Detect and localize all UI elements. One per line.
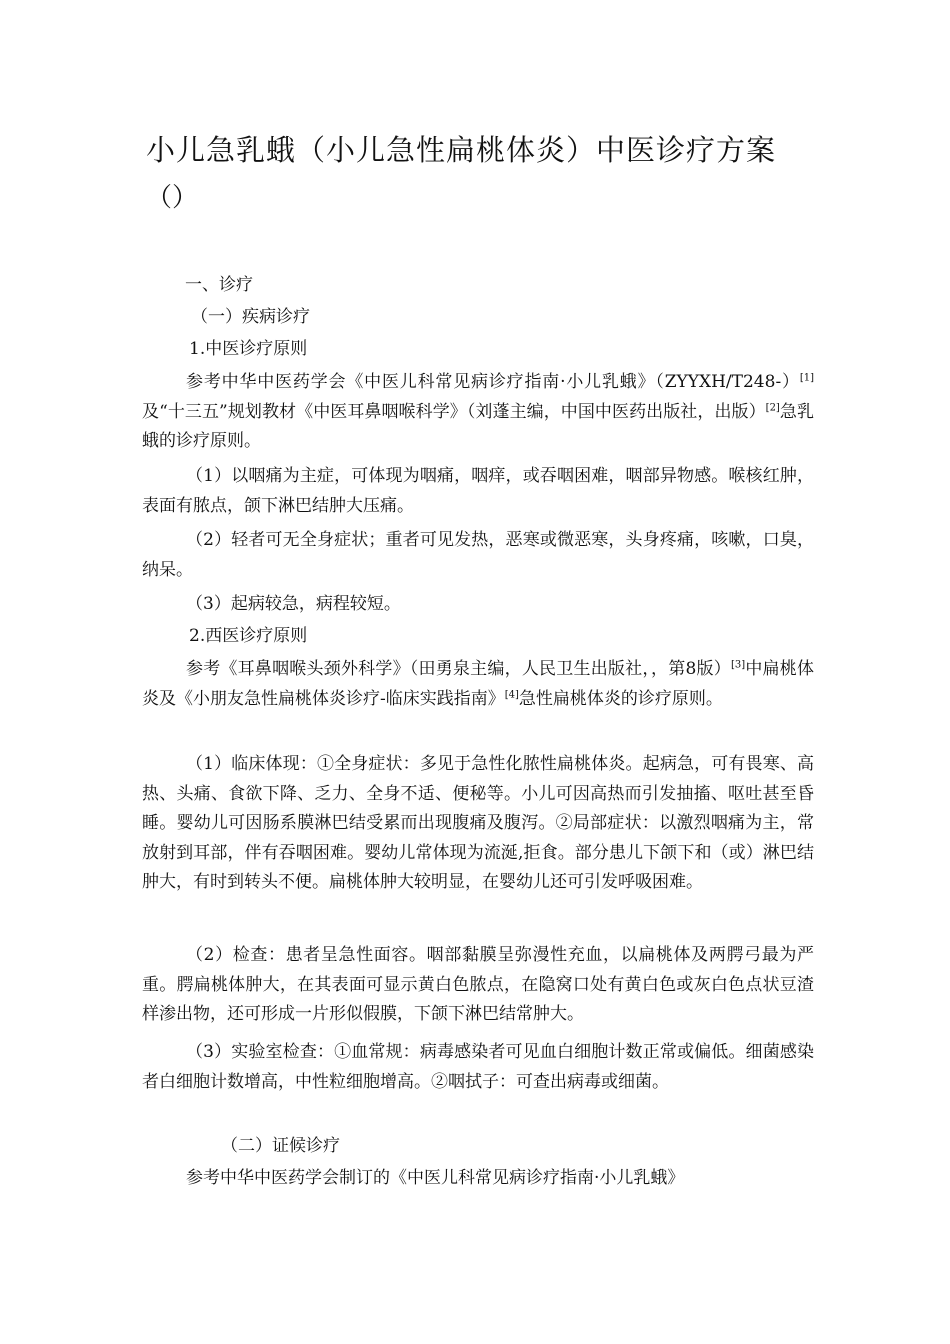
tcm-reference-paragraph <box>142 368 814 457</box>
tcm-item-3: （3）起病较急，病程较短。 <box>186 594 401 614</box>
wm-reference-paragraph <box>142 655 814 714</box>
syndrome-reference-paragraph: 参考中华中医药学会制订的《中医儿科常见病诊疗指南·小儿乳蛾》 <box>186 1168 685 1188</box>
citation-4: [4] <box>504 688 519 700</box>
wm-ref-text-1: 参考《耳鼻咽喉头颈外科学》（田勇泉主编，人民卫生出版社，，第8版） <box>186 659 731 679</box>
section-heading-diagnosis: 一、诊疗 <box>185 275 253 295</box>
tcm-ref-text-1: 参考中华中医药学会《中医儿科常见病诊疗指南·小儿乳蛾》（ZYYXH/T248-） <box>186 372 800 392</box>
tcm-ref-text-2: 及“十三五”规划教材《中医耳鼻咽喉科学》（刘蓬主编，中国中医药出版社，出版） <box>142 401 766 422</box>
wm-item-2: （2）检查：患者呈急性面容。咽部黏膜呈弥漫性充血，以扁桃体及两腭弓最为严重。腭扁桃体肿大，在其表面可显示黄白色脓点，在隐窝口处有黄白色或灰白色点状豆渣样渗出物，还可形成一片形似假膜，下颌下淋巴结常肿大。 <box>142 945 814 1024</box>
citation-1: [1] <box>799 372 814 384</box>
wm-item-1: （1）临床体现：①全身症状：多见于急性化脓性扁桃体炎。起病急，可有畏寒、高热、头痛、食欲下降、乏力、全身不适、便秘等。小儿可因高热而引发抽搐、呕吐甚至昏睡。婴幼儿可因肠系膜淋巴结受累而出现腹痛及腹泻。②局部症状：以激烈咽痛为主，常放射到耳部，伴有吞咽困难。婴幼儿常体现为流涎,拒食。部分患儿下颌下和（或）淋巴结肿大，有时到转头不便。扁桃体肿大较明显，在婴幼儿还可引发呼吸困难。 <box>142 754 814 892</box>
heading-tcm-principles: 1.中医诊疗原则 <box>189 339 308 359</box>
wm-item-3: （3）实验室检查：①血常规：病毒感染者可见血白细胞计数正常或偏低。细菌感染者白细胞计数增高，中性粒细胞增高。②咽拭子：可查出病毒或细菌。 <box>142 1042 814 1092</box>
page-title: 小儿急乳蛾（小儿急性扁桃体炎）中医诊疗方案 <box>146 133 777 167</box>
heading-wm-principles: 2.西医诊疗原则 <box>189 626 308 646</box>
wm-ref-text-3: 急性扁桃体炎的诊疗原则。 <box>518 688 723 709</box>
wm-ref-text-2: 中扁桃体炎及《小朋友急性扁桃体炎诊疗-临床实践指南》 <box>142 659 814 709</box>
citation-2: [2] <box>765 401 780 413</box>
citation-3: [3] <box>730 659 746 671</box>
subsection-heading-disease-diagnosis: （一）疾病诊疗 <box>191 307 310 327</box>
tcm-ref-text-3: 急乳蛾的诊疗原则。 <box>142 401 814 451</box>
tcm-item-2: （2）轻者可无全身症状；重者可见发热，恶寒或微恶寒，头身疼痛，咳嗽，口臭，纳呆。 <box>142 530 814 580</box>
page-subtitle: （） <box>146 183 199 213</box>
subsection-heading-syndrome-diagnosis: （二）证候诊疗 <box>221 1136 340 1156</box>
tcm-item-1: （1）以咽痛为主症，可体现为咽痛，咽痒，或吞咽困难，咽部异物感。喉核红肿，表面有脓点，颌下淋巴结肿大压痛。 <box>142 466 814 516</box>
